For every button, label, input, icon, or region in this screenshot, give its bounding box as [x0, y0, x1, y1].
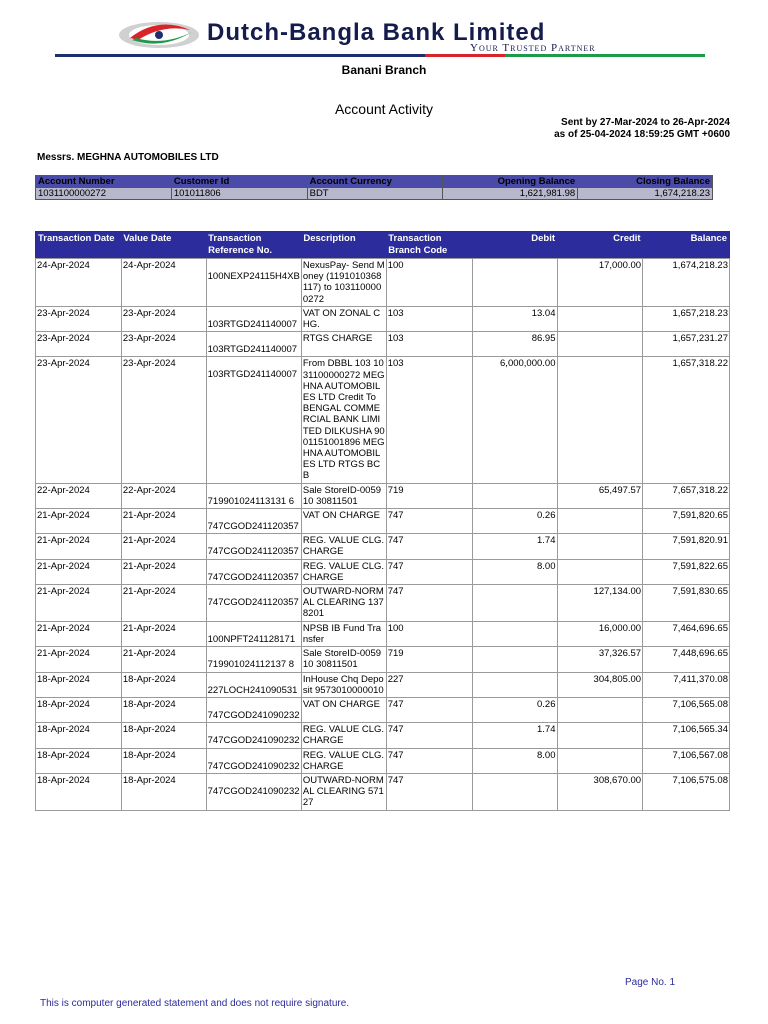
- credit-amount: 308,670.00: [557, 773, 643, 810]
- value-date: 18-Apr-2024: [121, 672, 206, 697]
- transaction-date: 24-Apr-2024: [36, 259, 122, 307]
- transaction-date: 21-Apr-2024: [36, 509, 122, 534]
- balance-amount: 7,106,567.08: [643, 748, 730, 773]
- reference-no: 103RTGD241140007: [206, 306, 301, 331]
- transaction-date: 23-Apr-2024: [36, 332, 122, 357]
- account-header-cell: Opening Balance: [443, 176, 578, 188]
- balance-amount: 7,448,696.65: [643, 647, 730, 672]
- credit-amount: [557, 332, 643, 357]
- debit-amount: [472, 647, 557, 672]
- table-row: [36, 748, 730, 773]
- table-row: [36, 585, 730, 622]
- credit-amount: [557, 534, 643, 559]
- header-rule-red: [425, 54, 505, 57]
- branch-code: 103: [386, 332, 472, 357]
- transaction-date: 21-Apr-2024: [36, 559, 122, 584]
- column-header: Transaction Reference No.: [206, 232, 301, 259]
- table-row: [36, 647, 730, 672]
- account-header-cell: Account Currency: [307, 176, 443, 188]
- transaction-date: 23-Apr-2024: [36, 357, 122, 483]
- table-row: [36, 773, 730, 810]
- column-header: Credit: [557, 232, 643, 259]
- reference-no: 747CGOD241120357: [206, 559, 301, 584]
- value-date: 21-Apr-2024: [121, 509, 206, 534]
- balance-amount: 7,591,830.65: [643, 585, 730, 622]
- credit-amount: 17,000.00: [557, 259, 643, 307]
- table-row: [36, 672, 730, 697]
- description: REG. VALUE CLG. CHARGE: [301, 723, 386, 748]
- transaction-date: 23-Apr-2024: [36, 306, 122, 331]
- description: VAT ON CHARGE: [301, 509, 386, 534]
- transaction-date: 18-Apr-2024: [36, 697, 122, 722]
- reference-no: 747CGOD241090232: [206, 773, 301, 810]
- transaction-date: 18-Apr-2024: [36, 723, 122, 748]
- table-row: [36, 559, 730, 584]
- balance-amount: 1,657,231.27: [643, 332, 730, 357]
- transaction-date: 18-Apr-2024: [36, 748, 122, 773]
- branch-code: 227: [386, 672, 472, 697]
- table-row: [36, 621, 730, 646]
- credit-amount: [557, 357, 643, 483]
- balance-amount: 1,657,318.22: [643, 357, 730, 483]
- balance-amount: 7,106,575.08: [643, 773, 730, 810]
- table-row: [36, 483, 730, 508]
- reference-no: 103RTGD241140007: [206, 332, 301, 357]
- balance-amount: 1,657,218.23: [643, 306, 730, 331]
- description: VAT ON ZONAL CHG.: [301, 306, 386, 331]
- debit-amount: 86.95: [472, 332, 557, 357]
- branch-name: Banani Branch: [341, 63, 427, 77]
- table-row: [36, 534, 730, 559]
- debit-amount: 8.00: [472, 559, 557, 584]
- credit-amount: [557, 748, 643, 773]
- balance-amount: 1,674,218.23: [643, 259, 730, 307]
- reference-no: 100NPFT241128171: [206, 621, 301, 646]
- balance-amount: 7,591,820.65: [643, 509, 730, 534]
- description: OUTWARD-NORMAL CLEARING 57127: [301, 773, 386, 810]
- table-row: [36, 332, 730, 357]
- branch-code: 719: [386, 647, 472, 672]
- value-date: 21-Apr-2024: [121, 621, 206, 646]
- page-number: Page No. 1: [625, 977, 676, 988]
- description: VAT ON CHARGE: [301, 697, 386, 722]
- branch-code: 103: [386, 306, 472, 331]
- reference-no: 747CGOD241090232: [206, 748, 301, 773]
- description: Sale StoreID-005910 30811501: [301, 647, 386, 672]
- credit-amount: 37,326.57: [557, 647, 643, 672]
- account-summary-row: [36, 188, 713, 200]
- statement-period: Sent by 27-Mar-2024 to 26-Apr-2024: [561, 117, 730, 128]
- credit-amount: 304,805.00: [557, 672, 643, 697]
- credit-amount: 65,497.57: [557, 483, 643, 508]
- balance-amount: 7,106,565.34: [643, 723, 730, 748]
- account-number: 1031100000272: [36, 188, 172, 200]
- credit-amount: [557, 509, 643, 534]
- debit-amount: 1.74: [472, 534, 557, 559]
- customer-id: 101011806: [171, 188, 307, 200]
- table-row: [36, 723, 730, 748]
- table-row: [36, 697, 730, 722]
- value-date: 21-Apr-2024: [121, 585, 206, 622]
- column-header: Debit: [472, 232, 557, 259]
- account-currency: BDT: [307, 188, 443, 200]
- value-date: 23-Apr-2024: [121, 357, 206, 483]
- branch-code: 747: [386, 773, 472, 810]
- debit-amount: 13.04: [472, 306, 557, 331]
- credit-amount: [557, 723, 643, 748]
- transaction-date: 21-Apr-2024: [36, 585, 122, 622]
- description: REG. VALUE CLG. CHARGE: [301, 559, 386, 584]
- value-date: 18-Apr-2024: [121, 723, 206, 748]
- table-row: [36, 509, 730, 534]
- balance-amount: 7,464,696.65: [643, 621, 730, 646]
- debit-amount: [472, 259, 557, 307]
- credit-amount: 127,134.00: [557, 585, 643, 622]
- customer-name: Messrs. MEGHNA AUTOMOBILES LTD: [37, 152, 219, 163]
- table-row: [36, 357, 730, 483]
- reference-no: 747CGOD241120357: [206, 585, 301, 622]
- debit-amount: [472, 672, 557, 697]
- debit-amount: [472, 585, 557, 622]
- value-date: 21-Apr-2024: [121, 534, 206, 559]
- value-date: 18-Apr-2024: [121, 697, 206, 722]
- debit-amount: 1.74: [472, 723, 557, 748]
- value-date: 23-Apr-2024: [121, 306, 206, 331]
- debit-amount: 8.00: [472, 748, 557, 773]
- column-header: Transaction Branch Code: [386, 232, 472, 259]
- credit-amount: 16,000.00: [557, 621, 643, 646]
- closing-balance: 1,674,218.23: [578, 188, 713, 200]
- description: RTGS CHARGE: [301, 332, 386, 357]
- bank-name: Dutch-Bangla Bank Limited: [207, 19, 546, 46]
- branch-code: 100: [386, 259, 472, 307]
- debit-amount: [472, 621, 557, 646]
- transaction-date: 22-Apr-2024: [36, 483, 122, 508]
- description: OUTWARD-NORMAL CLEARING 1378201: [301, 585, 386, 622]
- column-header: Value Date: [121, 232, 206, 259]
- balance-amount: 7,411,370.08: [643, 672, 730, 697]
- credit-amount: [557, 559, 643, 584]
- value-date: 18-Apr-2024: [121, 748, 206, 773]
- debit-amount: 6,000,000.00: [472, 357, 557, 483]
- reference-no: 747CGOD241090232: [206, 697, 301, 722]
- bank-header: [0, 0, 768, 58]
- reference-no: 103RTGD241140007: [206, 357, 301, 483]
- value-date: 21-Apr-2024: [121, 647, 206, 672]
- transactions-table: [35, 231, 730, 811]
- debit-amount: [472, 773, 557, 810]
- debit-amount: 0.26: [472, 697, 557, 722]
- branch-code: 747: [386, 748, 472, 773]
- account-header-cell: Account Number: [36, 176, 172, 188]
- branch-code: 747: [386, 534, 472, 559]
- page-title: Account Activity: [334, 101, 434, 117]
- branch-code: 747: [386, 509, 472, 534]
- transactions-header: [36, 232, 730, 259]
- description: Sale StoreID-005910 30811501: [301, 483, 386, 508]
- value-date: 18-Apr-2024: [121, 773, 206, 810]
- credit-amount: [557, 697, 643, 722]
- transaction-date: 18-Apr-2024: [36, 773, 122, 810]
- reference-no: 100NEXP24115H4XB: [206, 259, 301, 307]
- debit-amount: [472, 483, 557, 508]
- branch-code: 103: [386, 357, 472, 483]
- column-header: Description: [301, 232, 386, 259]
- footer-note: This is computer generated statement and does not require signature.: [40, 998, 350, 1009]
- column-header: Transaction Date: [36, 232, 122, 259]
- opening-balance: 1,621,981.98: [443, 188, 578, 200]
- account-header-cell: Customer Id: [171, 176, 307, 188]
- description: REG. VALUE CLG. CHARGE: [301, 748, 386, 773]
- reference-no: 719901024112137 8: [206, 647, 301, 672]
- table-row: [36, 259, 730, 307]
- transactions-body: [36, 259, 730, 811]
- balance-amount: 7,591,822.65: [643, 559, 730, 584]
- branch-code: 747: [386, 723, 472, 748]
- reference-no: 747CGOD241090232: [206, 723, 301, 748]
- transaction-date: 18-Apr-2024: [36, 672, 122, 697]
- description: REG. VALUE CLG. CHARGE: [301, 534, 386, 559]
- table-row: [36, 306, 730, 331]
- value-date: 23-Apr-2024: [121, 332, 206, 357]
- transaction-date: 21-Apr-2024: [36, 534, 122, 559]
- header-rule-navy: [55, 54, 425, 57]
- account-header-cell: Closing Balance: [578, 176, 713, 188]
- header-rule-green: [505, 54, 705, 57]
- description: NPSB IB Fund Transfer: [301, 621, 386, 646]
- reference-no: 747CGOD241120357: [206, 509, 301, 534]
- bank-logo-icon: [118, 20, 200, 50]
- branch-code: 747: [386, 559, 472, 584]
- reference-no: 719901024113131 6: [206, 483, 301, 508]
- value-date: 21-Apr-2024: [121, 559, 206, 584]
- balance-amount: 7,591,820.91: [643, 534, 730, 559]
- description: NexusPay- Send Money (1191010368117) to 1031100000272: [302, 260, 385, 305]
- account-summary-table: [35, 175, 713, 200]
- balance-amount: 7,106,565.08: [643, 697, 730, 722]
- value-date: 22-Apr-2024: [121, 483, 206, 508]
- bank-tagline: Your Trusted Partner: [470, 42, 596, 54]
- transaction-date: 21-Apr-2024: [36, 647, 122, 672]
- balance-amount: 7,657,318.22: [643, 483, 730, 508]
- value-date: 24-Apr-2024: [121, 259, 206, 307]
- column-header: Balance: [643, 232, 730, 259]
- branch-code: 747: [386, 697, 472, 722]
- reference-no: 227LOCH241090531: [206, 672, 301, 697]
- credit-amount: [557, 306, 643, 331]
- reference-no: 747CGOD241120357: [206, 534, 301, 559]
- account-summary-header: [36, 176, 713, 188]
- description: From DBBL 103 1031100000272 MEGHNA AUTOMOBILES LTD Credit To BENGAL COMMERCIAL BANK LIMITED DILKUSHA 9001151001896 MEGHNA AUTOMOBILES LTD RTGS BCB: [302, 358, 385, 482]
- statement-timestamp: as of 25-04-2024 18:59:25 GMT +0600: [554, 129, 730, 140]
- branch-code: 719: [386, 483, 472, 508]
- transaction-date: 21-Apr-2024: [36, 621, 122, 646]
- debit-amount: 0.26: [472, 509, 557, 534]
- branch-code: 747: [386, 585, 472, 622]
- branch-code: 100: [386, 621, 472, 646]
- description: InHouse Chq Deposit 9573010000010: [301, 672, 386, 697]
